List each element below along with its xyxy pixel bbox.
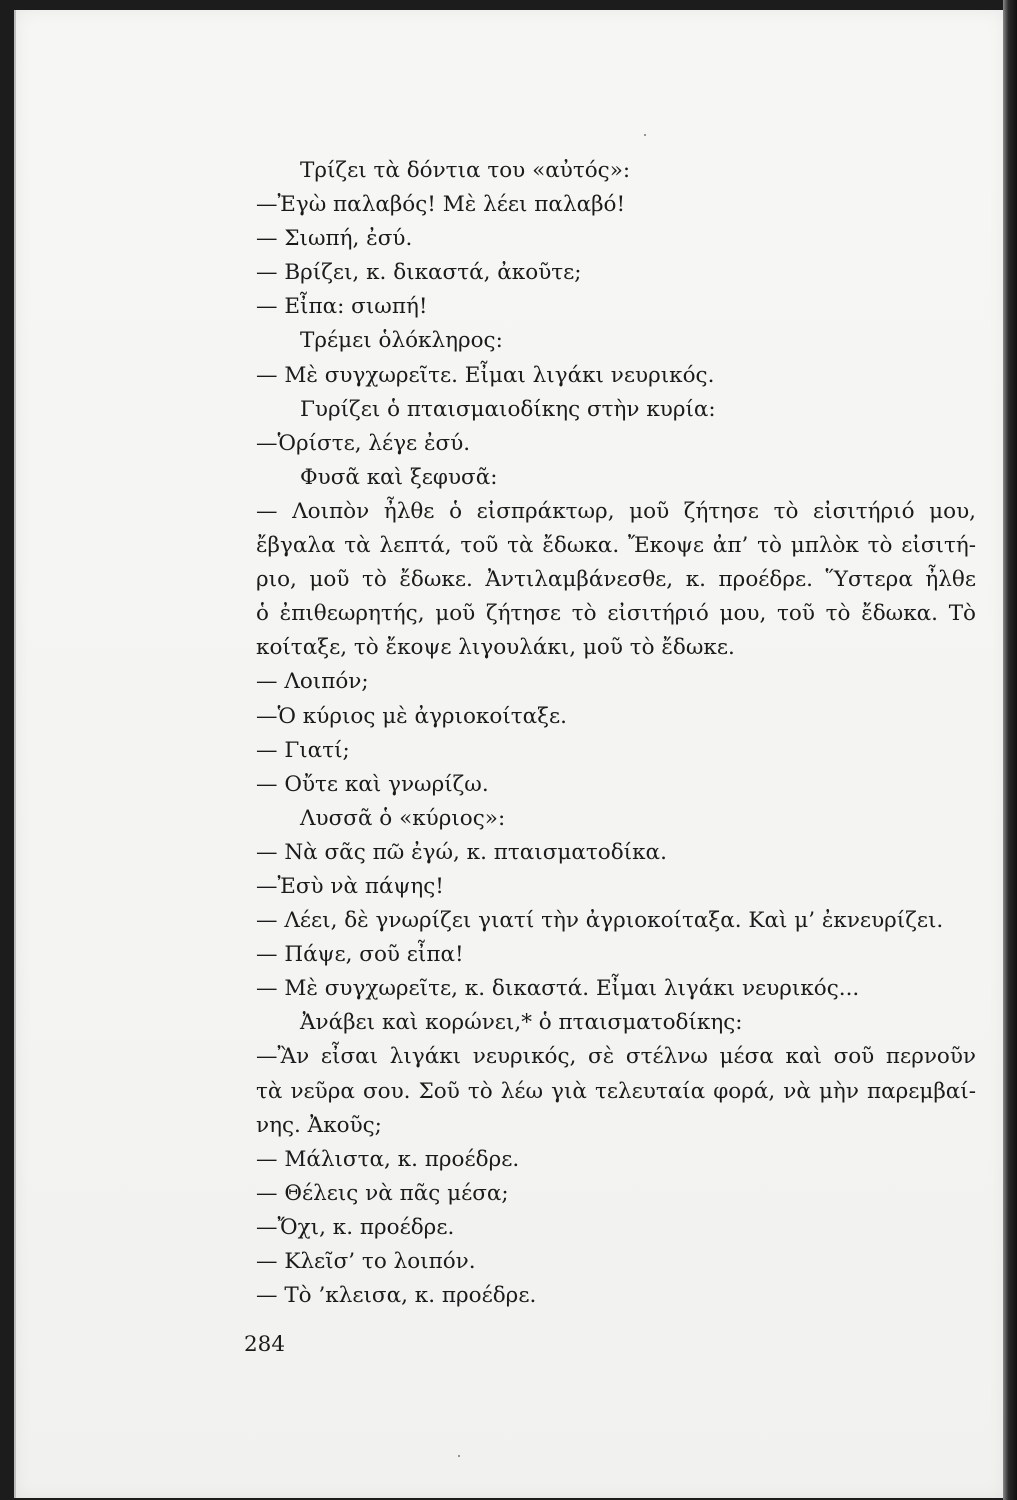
body-text (256, 154, 976, 1313)
text-line: — Μάλιστα, κ. προέδρε. (256, 1146, 520, 1172)
text-line: — Βρίζει, κ. δικαστά, ἀκοῦτε; (256, 260, 582, 286)
text-line: τὰ νεῦρα σου. Σοῦ τὸ λέω γιὰ τελευταία φορά, νὰ μὴν παρεμβαί- (256, 1078, 976, 1104)
text-line: ριο, μοῦ τὸ ἔδωκε. Ἀντιλαμβάνεσθε, κ. προέδρε. Ὕστερα ἦλθε (256, 567, 976, 593)
text-line: — Θέλεις νὰ πᾶς μέσα; (256, 1180, 509, 1206)
text-line: —Ἐγὼ παλαβός! Μὲ λέει παλαβό! (256, 192, 626, 218)
text-line: — Σιωπή, ἐσύ. (256, 226, 413, 252)
text-line: — Εἶπα: σιωπή! (256, 294, 428, 320)
text-line: Τρέμει ὁλόκληρος: (300, 328, 503, 354)
text-line: — Μὲ συγχωρεῖτε, κ. δικαστά. Εἶμαι λιγάκι νευρικός... (256, 976, 860, 1002)
text-line: —Ὁ κύριος μὲ ἀγριοκοίταξε. (256, 703, 567, 729)
text-line: νης. Ἀκοῦς; (256, 1112, 382, 1138)
text-line: Φυσᾶ καὶ ξεφυσᾶ: (300, 464, 498, 490)
page-number: 284 (244, 1332, 286, 1357)
text-line: — Μὲ συγχωρεῖτε. Εἶμαι λιγάκι νευρικός. (256, 362, 715, 388)
text-line: Τρίζει τὰ δόντια του «αὐτός»: (300, 158, 631, 183)
text-line: Ἀνάβει καὶ κορώνει,* ὁ πταισματοδίκης: (300, 1010, 743, 1036)
text-line: — Λοιπὸν ἦλθε ὁ εἰσπράκτωρ, μοῦ ζήτησε τὸ εἰσιτήριό μου, (256, 498, 976, 524)
text-line: — Λέει, δὲ γνωρίζει γιατί τὴν ἀγριοκοίταξα. Καὶ μ’ ἐκνευρίζει. (256, 908, 944, 934)
dust-speck (458, 1455, 460, 1457)
dust-speck (644, 134, 646, 136)
text-line: — Κλεῖσ’ το λοιπόν. (256, 1249, 476, 1274)
text-line: — Γιατί; (256, 737, 350, 763)
text-line: Λυσσᾶ ὁ «κύριος»: (300, 805, 506, 831)
text-line: ἔβγαλα τὰ λεπτά, τοῦ τὰ ἔδωκα. Ἔκοψε ἀπ’ τὸ μπλὸκ τὸ εἰσιτή- (256, 533, 976, 559)
text-line: — Πάψε, σοῦ εἶπα! (256, 942, 464, 968)
text-line: — Οὔτε καὶ γνωρίζω. (256, 771, 489, 797)
text-line: Γυρίζει ὁ πταισμαιοδίκης στὴν κυρία: (300, 396, 716, 422)
text-line: — Λοιπόν; (256, 669, 369, 695)
text-line: —Ὁρίστε, λέγε ἐσύ. (256, 430, 471, 456)
text-line: —Ἂν εἶσαι λιγάκι νευρικός, σὲ στέλνω μέσα καὶ σοῦ περνοῦν (256, 1044, 976, 1070)
text-line: —Ἐσὺ νὰ πάψης! (256, 873, 444, 899)
text-line: ὁ ἐπιθεωρητής, μοῦ ζήτησε τὸ εἰσιτήριό μου, τοῦ τὸ ἔδωκα. Τὸ (256, 601, 976, 627)
text-line: κοίταξε, τὸ ἔκοψε λιγουλάκι, μοῦ τὸ ἔδωκε. (256, 635, 735, 661)
text-line: —Ὄχι, κ. προέδρε. (256, 1214, 455, 1240)
page-edge (1003, 0, 1017, 1500)
text-line: — Τὸ ’κλεισα, κ. προέδρε. (256, 1283, 537, 1309)
text-line: — Νὰ σᾶς πῶ ἐγώ, κ. πταισματοδίκα. (256, 839, 667, 865)
